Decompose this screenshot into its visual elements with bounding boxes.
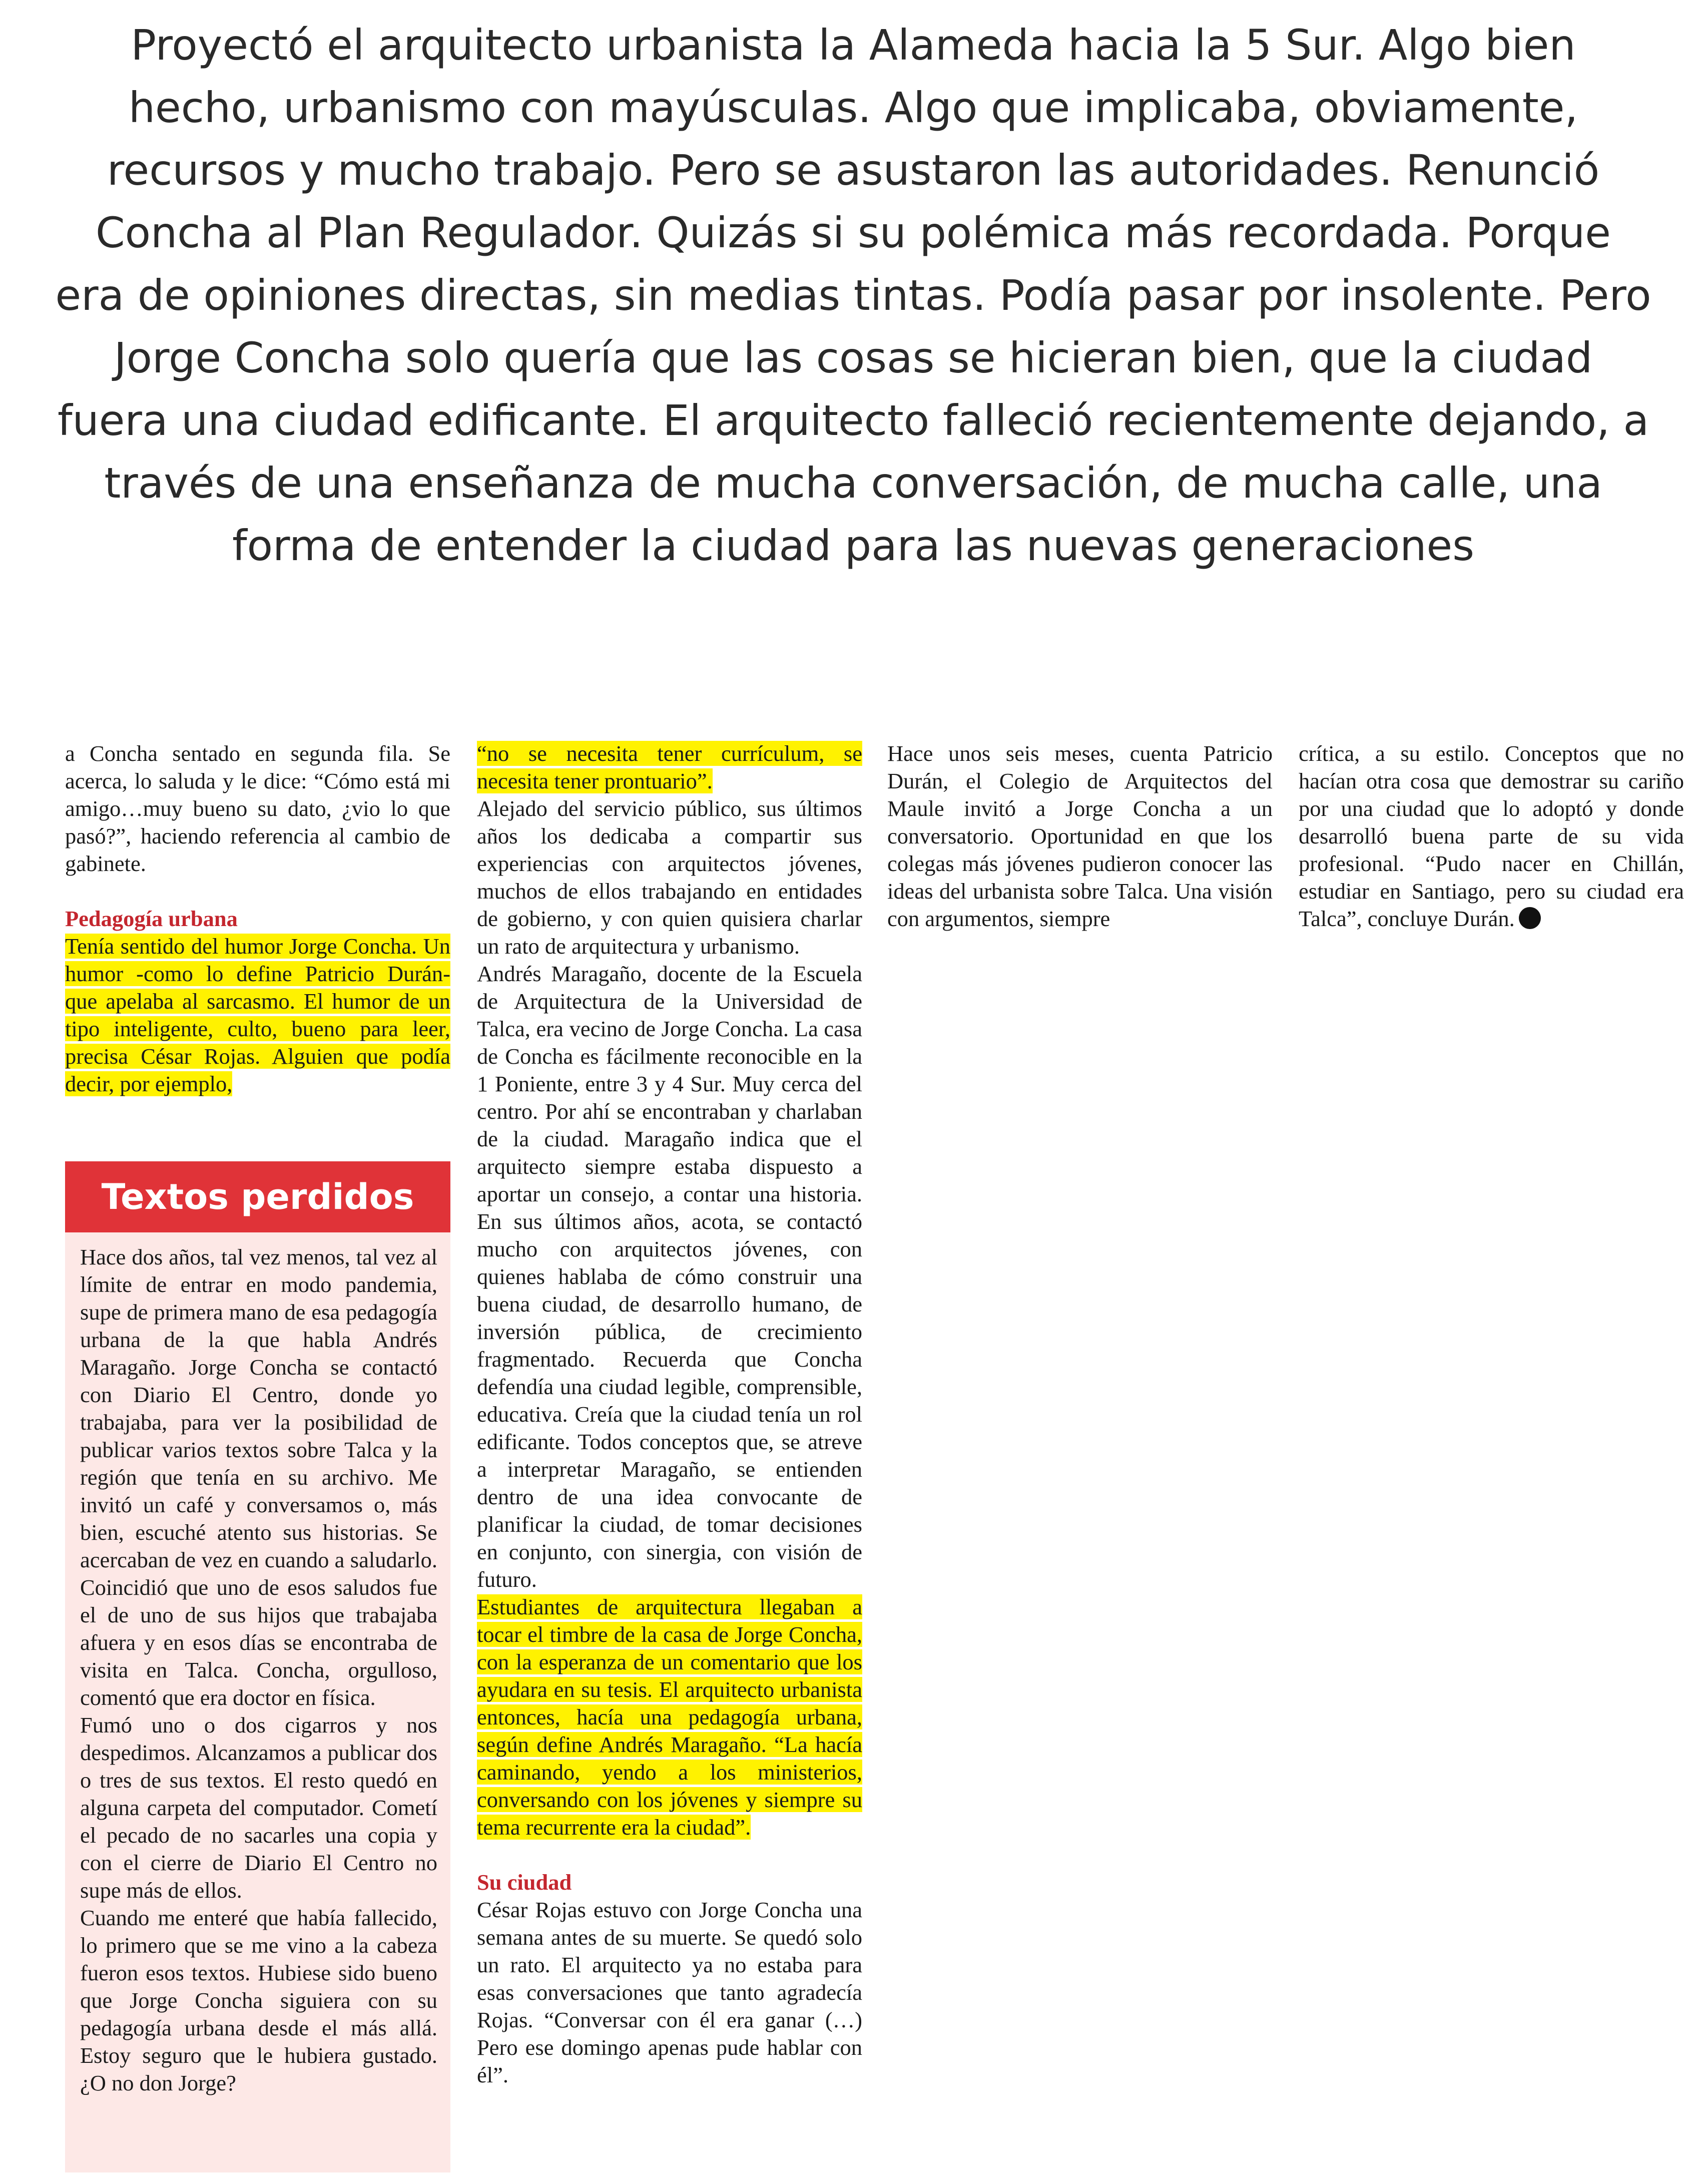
paragraph: Alejado del servicio público, sus últimos años los dedicaba a compartir sus experiencias con arquitectos jóvenes, muchos de ellos trabajando en entidades de gobierno, y con quien quisiera charlar un rato de arquitectura y urbanismo. <box>477 796 862 959</box>
paragraph-highlighted <box>477 1593 862 1841</box>
paragraph-highlighted <box>65 933 450 1098</box>
paragraph: Cuando me enteré que había fallecido, lo primero que se me vino a la cabeza fueron esos textos. Hubiese sido bueno que Jorge Concha siguiera con su pedagogía urbana desde el más allá. Estoy seguro que le hubiera gustado. ¿O no don Jorge? <box>80 1905 437 2095</box>
paragraph-final <box>1299 740 1684 933</box>
lead-paragraph: Proyectó el arquitecto urbanista la Alameda hacia la 5 Sur. Algo bien hecho, urbanismo con mayúsculas. Algo que implicaba, obviamente, recursos y mucho trabajo. Pero se asustaron las autoridades. Renunció Concha al Plan Regulador. Quizás si su polémica más recordada. Porque era de opiniones directas, sin medias tintas. Podía pasar por insolente. Pero Jorge Concha solo quería que las cosas se hicieran bien, que la ciudad fuera una ciudad edificante. El arquitecto falleció recientemente dejando, a través de una enseñanza de mucha conversación, de mucha calle, una forma de entender la ciudad para las nuevas generaciones <box>55 21 1651 570</box>
subheading-su-ciudad: Su ciudad <box>477 1870 572 1895</box>
paragraph: César Rojas estuvo con Jorge Concha una semana antes de su muerte. Se quedó solo un rato. El arquitecto ya no estaba para esas conversaciones que tanto agradecía Rojas. “Conversar con él era ganar (…) Pero ese domingo apenas pude hablar con él”. <box>477 1897 862 2087</box>
paragraph-highlighted <box>477 740 862 795</box>
end-mark-icon <box>1519 907 1541 929</box>
sidebar-box-body <box>65 1232 450 2172</box>
paragraph-text: crítica, a su estilo. Conceptos que no hacían otra cosa que demostrar su cariño por una ciudad que lo adoptó y donde desarrolló buena parte de su vida profesional. “Pudo nacer en Chillán, estudiar en Santiago, pero su ciudad era Talca”, concluye Durán. <box>1299 741 1684 931</box>
spacer <box>477 1841 862 1869</box>
column-3 <box>887 740 1273 933</box>
paragraph: Fumó uno o dos cigarros y nos despedimos. Alcanzamos a publicar dos o tres de sus textos. El resto quedó en alguna carpeta del computador. Cometí el pecado de no sacarles una copia y con el cierre de Diario El Centro no supe más de ellos. <box>80 1712 437 1903</box>
column-4 <box>1299 740 1684 933</box>
highlight: Tenía sentido del humor Jorge Concha. Un humor -como lo define Patricio Durán- que apelaba al sarcasmo. El humor de un tipo inteligente, culto, bueno para leer, precisa César Rojas. Alguien que podía decir, por ejemplo, <box>65 934 450 1096</box>
sidebar-box-title <box>65 1161 450 1232</box>
paragraph: Hace unos seis meses, cuenta Patricio Durán, el Colegio de Arquitectos del Maule invitó a Jorge Concha a un conversatorio. Oportunidad en que los colegas más jóvenes pudieron conocer las ideas del urbanista sobre Talca. Una visión con argumentos, siempre <box>887 741 1273 931</box>
column-1 <box>65 740 450 1098</box>
subheading-pedagogia-urbana: Pedagogía urbana <box>65 906 238 931</box>
paragraph: Andrés Maragaño, docente de la Escuela de Arquitectura de la Universidad de Talca, era vecino de Jorge Concha. La casa de Concha es fácilmente reconocible en la 1 Poniente, entre 3 y 4 Sur. Muy cerca del centro. Por ahí se encontraban y charlaban de la ciudad. Maragaño indica que el arquitecto siempre estaba dispuesto a aportar un consejo, a contar una historia. En sus últimos años, acota, se contactó mucho con arquitectos jóvenes, con quienes hablaba de cómo construir una buena ciudad, de desarrollo humano, de inversión pública, de crecimiento fragmentado. Recuerda que Concha defendía una ciudad legible, comprensible, educativa. Creía que la ciudad tenía un rol edificante. Todos conceptos que, se atreve a interpretar Maragaño, se entienden dentro de una idea convocante de planificar la ciudad, de tomar decisiones en conjunto, con sinergia, con visión de futuro. <box>477 961 862 1592</box>
column-2 <box>477 740 862 2089</box>
paragraph: a Concha sentado en segunda fila. Se acerca, lo saluda y le dice: “Cómo está mi amigo…muy bueno su dato, ¿vio lo que pasó?”, haciendo referencia al cambio de gabinete. <box>65 741 450 876</box>
highlight: “no se necesita tener currículum, se necesita tener prontuario”. <box>477 741 862 793</box>
spacer <box>65 878 450 905</box>
highlight: Estudiantes de arquitectura llegaban a tocar el timbre de la casa de Jorge Concha, con la esperanza de un comentario que los ayudara en su tesis. El arquitecto urbanista entonces, hacía una pedagogía urbana, según define Andrés Maragaño. “La hacía caminando, yendo a los ministerios, conversando con los jóvenes y siempre su tema recurrente era la ciudad”. <box>477 1594 862 1840</box>
sidebar-box-title-text: Textos perdidos <box>101 1176 414 1217</box>
paragraph: Hace dos años, tal vez menos, tal vez al límite de entrar en modo pandemia, supe de primera mano de esa pedagogía urbana de la que habla Andrés Maragaño. Jorge Concha se contactó con Diario El Centro, donde yo trabajaba, para ver la posibilidad de publicar varios textos sobre Talca y la región que tenía en su archivo. Me invitó un café y conversamos o, más bien, escuché atento sus historias. Se acercaban de vez en cuando a saludarlo. Coincidió que uno de esos saludos fue el de uno de sus hijos que trabajaba afuera y en esos días se encontraba de visita en Talca. Concha, orgulloso, comentó que era doctor en física. <box>80 1244 437 1710</box>
